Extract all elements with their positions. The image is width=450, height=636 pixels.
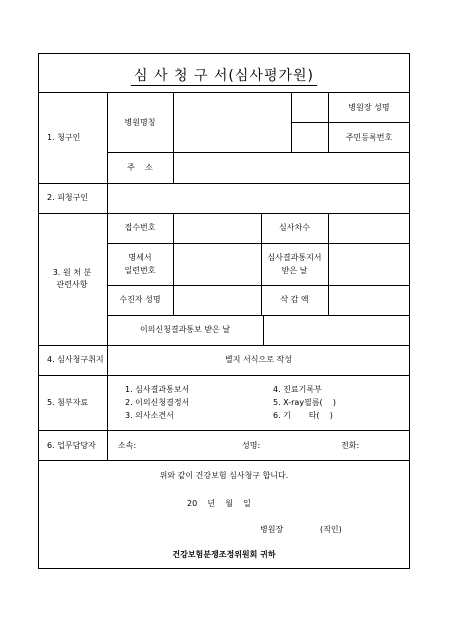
- recipient-line: 건강보험분쟁조정위원회 귀하: [172, 550, 276, 559]
- date-line: 20 년 월 일: [187, 499, 251, 508]
- statement-serial-label: 명세서 일련번호: [124, 253, 156, 275]
- resident-number-label: 주민등록번호: [345, 133, 393, 142]
- divider: [107, 315, 410, 316]
- divider: [291, 122, 410, 123]
- divider: [328, 213, 329, 315]
- section-purpose-label: 4. 심사청구취지: [47, 355, 104, 364]
- form-title: 심 사 청 구 서(심사평가원): [38, 65, 410, 85]
- attachment-item: 5. X-ray필름( ): [273, 398, 336, 407]
- attachment-item: 1. 심사결과통보서: [125, 385, 190, 394]
- divider: [173, 213, 174, 315]
- attachment-item: 3. 의사소견서: [125, 411, 174, 420]
- divider: [107, 152, 410, 153]
- review-request-form: [38, 53, 410, 569]
- form-border-right: [409, 53, 410, 569]
- section-claimant-label: 1. 청구인: [47, 133, 81, 142]
- form-border-top: [38, 53, 410, 54]
- section-contact-label: 6. 업무담당자: [47, 441, 96, 450]
- divider: [328, 92, 329, 152]
- divider: [173, 152, 174, 183]
- receipt-no-label: 접수번호: [124, 223, 156, 232]
- patient-name-label: 수진자 성명: [119, 295, 161, 304]
- divider: [38, 183, 410, 184]
- attachment-item: 6. 기 타( ): [273, 411, 333, 420]
- divider: [38, 92, 410, 93]
- purpose-text: 별지 서식으로 작성: [225, 355, 292, 364]
- section-attachments-label: 5. 첨부자료: [47, 398, 89, 407]
- reduction-amount-label: 삭 감 액: [280, 295, 309, 304]
- seal-label: (직인): [320, 525, 342, 534]
- objection-notice-label: 이의신청결과통보 받은 날: [139, 325, 231, 334]
- form-border-left: [38, 53, 39, 569]
- closing-statement: 위와 같이 건강보험 심사청구 합니다.: [159, 471, 289, 480]
- divider: [38, 430, 410, 431]
- director-label: 병원장: [260, 525, 284, 534]
- notice-received-label: 심사결과통지서 받은 날: [267, 253, 322, 275]
- director-name-label: 병원장 성명: [348, 103, 390, 112]
- section-respondent-label: 2. 피청구인: [47, 193, 89, 202]
- section-disposition-label: 3. 원 처 분 관련사항: [52, 268, 92, 289]
- divider: [291, 92, 292, 152]
- divider: [263, 315, 264, 345]
- hospital-name-label: 병원명칭: [124, 118, 156, 127]
- address-label: 주 소: [127, 163, 153, 172]
- divider: [107, 243, 410, 244]
- form-border-bottom: [38, 568, 410, 569]
- affiliation-label: 소속:: [118, 441, 137, 450]
- attachment-item: 4. 진료기록부: [273, 385, 322, 394]
- divider: [38, 213, 410, 214]
- review-round-label: 심사차수: [279, 223, 310, 232]
- divider: [38, 345, 410, 346]
- contact-name-label: 성명:: [242, 441, 261, 450]
- divider: [38, 375, 410, 376]
- phone-label: 전화:: [341, 441, 360, 450]
- divider: [107, 285, 410, 286]
- divider: [173, 92, 174, 152]
- divider: [38, 460, 410, 461]
- attachment-item: 2. 이의신청결정서: [125, 398, 190, 407]
